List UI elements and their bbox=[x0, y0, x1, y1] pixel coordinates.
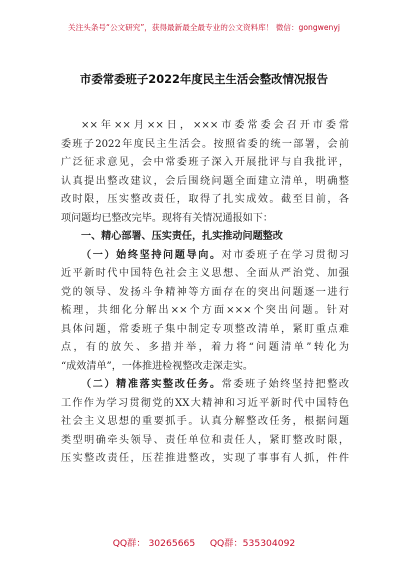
subheading-2-text: 常委班子始终坚持把整改 bbox=[221, 379, 349, 390]
top-banner: 关注头条号“公文研究”，获得最新最全最专业的公文资料库！ 微信：gongwenyj bbox=[68, 23, 340, 32]
footer-qq-groups: QQ群： 30265665 QQ群：535304092 bbox=[112, 538, 296, 549]
body-line: ××年××月××日，×××市委常委会召开市委常 bbox=[81, 120, 349, 131]
body-line: 梳理，共细化分解出××个方面×××个突出问题。针对 bbox=[61, 305, 349, 316]
subheading-2: （二）精准落实整改任务。 bbox=[81, 379, 222, 390]
subheading-1-text: 对市委班子在学习贯彻习 bbox=[221, 249, 349, 261]
document-title: 市委常委班子2022年度民主生活会整改情况报告 bbox=[79, 72, 329, 86]
body-line: “成效清单”，一体推进检视整改走深走实。 bbox=[61, 360, 254, 372]
body-line: 委班子2022年度民主生活会。按照省委的统一部署，会前 bbox=[61, 138, 349, 150]
subheading-1: （一）始终坚持问题导向。 bbox=[81, 249, 222, 261]
body-line: 点，有的放矢、多措并举，着力将“问题清单”转化为 bbox=[61, 342, 349, 353]
body-line: 认真提出整改建议，会后围绕问题全面建立清单，明确整 bbox=[61, 175, 349, 187]
body-line: 压实整改责任，压茬推进整改，实现了事事有人抓，件件 bbox=[61, 453, 349, 464]
body-line: 类型明确牵头领导、责任单位和责任人，紧盯整改时限， bbox=[61, 434, 349, 446]
body-line: 项问题均已整改完毕。现将有关情况通报如下： bbox=[61, 212, 273, 224]
body-line: 党的领导、发扬斗争精神等方面存在的突出问题逐一进行 bbox=[61, 286, 349, 298]
body-line: 广泛征求意见，会中常委班子深入开展批评与自我批评， bbox=[61, 157, 349, 168]
body-line-subheading bbox=[61, 247, 349, 266]
document-body bbox=[61, 117, 349, 469]
body-line: 具体问题，常委班子集中制定专项整改清单，紧盯重点难 bbox=[61, 323, 349, 335]
section-heading: 一、精心部署、压实责任，扎实推动问题整改 bbox=[81, 231, 283, 242]
body-line: 工作作为学习贯彻党的XX大精神和习近平新时代中国特色 bbox=[61, 397, 349, 409]
body-line: 改时限，压实整改责任，取得了扎实成效。截至目前，各 bbox=[61, 194, 349, 205]
body-line: 近平新时代中国特色社会主义思想、全面从严治党、加强 bbox=[61, 268, 349, 279]
body-line: 社会主义思想的重要抓手。认真分解整改任务，根据问题 bbox=[61, 416, 349, 427]
body-line-subheading bbox=[61, 376, 349, 395]
